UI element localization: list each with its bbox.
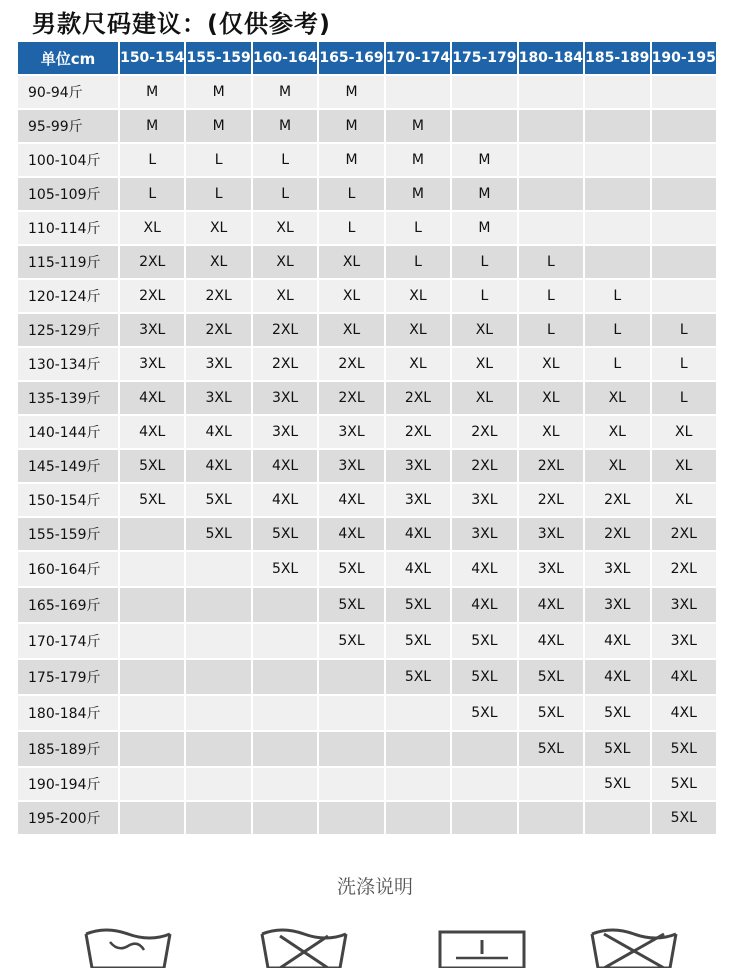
size-cell: 2XL bbox=[519, 450, 583, 482]
size-cell bbox=[585, 178, 649, 210]
size-cell bbox=[253, 768, 317, 800]
size-cell bbox=[253, 696, 317, 730]
size-cell bbox=[319, 696, 383, 730]
size-cell: 5XL bbox=[452, 696, 516, 730]
size-cell: 3XL bbox=[652, 624, 717, 658]
size-cell: 5XL bbox=[519, 696, 583, 730]
size-cell bbox=[186, 588, 250, 622]
size-cell: M bbox=[319, 76, 383, 108]
size-cell: XL bbox=[652, 450, 717, 482]
size-cell: 3XL bbox=[253, 382, 317, 414]
size-cell bbox=[585, 246, 649, 278]
size-cell bbox=[186, 696, 250, 730]
table-row bbox=[18, 76, 716, 108]
size-cell bbox=[186, 552, 250, 586]
size-cell: M bbox=[452, 178, 516, 210]
size-cell bbox=[319, 660, 383, 694]
size-cell: 4XL bbox=[452, 552, 516, 586]
size-cell: 2XL bbox=[386, 382, 450, 414]
size-cell: XL bbox=[652, 416, 717, 448]
size-cell bbox=[386, 802, 450, 834]
size-cell: 5XL bbox=[386, 660, 450, 694]
table-row bbox=[18, 588, 716, 622]
weight-cell: 95-99斤 bbox=[18, 110, 118, 142]
size-cell: XL bbox=[319, 246, 383, 278]
size-cell: 3XL bbox=[452, 484, 516, 516]
size-cell bbox=[120, 696, 184, 730]
size-cell: 5XL bbox=[585, 768, 649, 800]
size-cell: 4XL bbox=[319, 518, 383, 550]
size-cell bbox=[519, 768, 583, 800]
size-cell bbox=[519, 802, 583, 834]
size-cell: 5XL bbox=[652, 802, 717, 834]
hand-wash-icon bbox=[82, 928, 174, 968]
size-cell: 5XL bbox=[120, 484, 184, 516]
no-wash-icon bbox=[588, 928, 680, 968]
size-cell bbox=[652, 246, 717, 278]
table-row bbox=[18, 450, 716, 482]
size-cell: 3XL bbox=[519, 552, 583, 586]
size-cell: XL bbox=[386, 314, 450, 346]
size-cell: 5XL bbox=[186, 484, 250, 516]
size-cell bbox=[585, 144, 649, 176]
size-cell: M bbox=[120, 76, 184, 108]
size-cell bbox=[120, 588, 184, 622]
size-cell: L bbox=[519, 280, 583, 312]
size-cell bbox=[186, 768, 250, 800]
size-cell: 2XL bbox=[519, 484, 583, 516]
size-cell: 5XL bbox=[585, 696, 649, 730]
weight-cell: 190-194斤 bbox=[18, 768, 118, 800]
size-cell: 4XL bbox=[652, 660, 717, 694]
height-header: 155-159 bbox=[186, 42, 250, 74]
size-cell: 2XL bbox=[652, 552, 717, 586]
weight-cell: 90-94斤 bbox=[18, 76, 118, 108]
table-row bbox=[18, 552, 716, 586]
size-cell: XL bbox=[585, 450, 649, 482]
size-cell: 3XL bbox=[585, 588, 649, 622]
size-cell: XL bbox=[585, 382, 649, 414]
size-cell: L bbox=[253, 178, 317, 210]
weight-cell: 170-174斤 bbox=[18, 624, 118, 658]
size-cell bbox=[253, 802, 317, 834]
size-cell: 4XL bbox=[253, 484, 317, 516]
size-cell: M bbox=[253, 110, 317, 142]
size-cell: 5XL bbox=[319, 588, 383, 622]
size-cell: 4XL bbox=[186, 416, 250, 448]
size-cell: 3XL bbox=[319, 416, 383, 448]
size-cell: M bbox=[319, 144, 383, 176]
size-cell: 5XL bbox=[652, 768, 717, 800]
tumble-dry-icon bbox=[436, 928, 528, 968]
size-cell bbox=[120, 732, 184, 766]
size-cell: L bbox=[519, 246, 583, 278]
size-cell bbox=[186, 660, 250, 694]
height-header: 180-184 bbox=[519, 42, 583, 74]
weight-cell: 125-129斤 bbox=[18, 314, 118, 346]
height-header: 160-164 bbox=[253, 42, 317, 74]
size-cell bbox=[652, 280, 717, 312]
unit-header: 单位cm bbox=[18, 42, 118, 74]
size-cell: 5XL bbox=[253, 552, 317, 586]
size-cell: M bbox=[120, 110, 184, 142]
weight-cell: 160-164斤 bbox=[18, 552, 118, 586]
weight-cell: 135-139斤 bbox=[18, 382, 118, 414]
size-cell: 5XL bbox=[186, 518, 250, 550]
size-cell: 3XL bbox=[519, 518, 583, 550]
size-cell: L bbox=[519, 314, 583, 346]
table-row bbox=[18, 314, 716, 346]
weight-cell: 175-179斤 bbox=[18, 660, 118, 694]
size-cell bbox=[519, 110, 583, 142]
size-cell bbox=[585, 212, 649, 244]
size-cell: 2XL bbox=[120, 246, 184, 278]
size-cell: XL bbox=[253, 280, 317, 312]
size-cell: 4XL bbox=[519, 624, 583, 658]
height-header: 150-154 bbox=[120, 42, 184, 74]
size-cell: L bbox=[120, 178, 184, 210]
weight-cell: 105-109斤 bbox=[18, 178, 118, 210]
size-cell bbox=[186, 802, 250, 834]
size-cell: XL bbox=[120, 212, 184, 244]
size-cell: XL bbox=[519, 348, 583, 380]
table-row bbox=[18, 660, 716, 694]
table-row bbox=[18, 416, 716, 448]
size-cell: L bbox=[319, 212, 383, 244]
size-cell: 2XL bbox=[186, 280, 250, 312]
size-cell: L bbox=[186, 178, 250, 210]
size-cell: L bbox=[452, 246, 516, 278]
size-cell: 4XL bbox=[585, 660, 649, 694]
size-cell: 4XL bbox=[452, 588, 516, 622]
size-cell: M bbox=[386, 144, 450, 176]
size-cell: 3XL bbox=[452, 518, 516, 550]
size-cell: 5XL bbox=[386, 624, 450, 658]
size-cell bbox=[186, 624, 250, 658]
table-row bbox=[18, 484, 716, 516]
table-row bbox=[18, 144, 716, 176]
size-cell bbox=[652, 144, 717, 176]
size-cell: XL bbox=[386, 280, 450, 312]
size-cell bbox=[652, 178, 717, 210]
weight-cell: 150-154斤 bbox=[18, 484, 118, 516]
size-cell: 3XL bbox=[386, 484, 450, 516]
size-cell: M bbox=[386, 110, 450, 142]
size-cell: 2XL bbox=[585, 518, 649, 550]
size-cell bbox=[319, 802, 383, 834]
size-cell bbox=[386, 696, 450, 730]
weight-cell: 110-114斤 bbox=[18, 212, 118, 244]
table-row bbox=[18, 246, 716, 278]
size-cell: 5XL bbox=[386, 588, 450, 622]
size-cell bbox=[120, 552, 184, 586]
size-cell: 5XL bbox=[319, 552, 383, 586]
care-instructions-title: 洗涤说明 bbox=[336, 876, 413, 898]
size-cell: L bbox=[652, 348, 717, 380]
size-cell bbox=[386, 732, 450, 766]
weight-cell: 130-134斤 bbox=[18, 348, 118, 380]
weight-cell: 140-144斤 bbox=[18, 416, 118, 448]
size-cell: L bbox=[652, 382, 717, 414]
size-cell: L bbox=[120, 144, 184, 176]
height-header: 165-169 bbox=[319, 42, 383, 74]
size-cell: 3XL bbox=[120, 314, 184, 346]
size-cell: 5XL bbox=[519, 660, 583, 694]
size-cell bbox=[652, 110, 717, 142]
weight-cell: 145-149斤 bbox=[18, 450, 118, 482]
size-cell bbox=[253, 588, 317, 622]
size-cell: 4XL bbox=[253, 450, 317, 482]
size-cell: 5XL bbox=[452, 624, 516, 658]
size-cell: 4XL bbox=[519, 588, 583, 622]
size-cell: M bbox=[186, 110, 250, 142]
size-cell: L bbox=[386, 246, 450, 278]
size-cell: XL bbox=[186, 246, 250, 278]
size-cell: 2XL bbox=[186, 314, 250, 346]
size-cell bbox=[452, 768, 516, 800]
size-cell bbox=[186, 732, 250, 766]
size-cell: 4XL bbox=[585, 624, 649, 658]
table-row bbox=[18, 110, 716, 142]
size-cell: L bbox=[452, 280, 516, 312]
table-row bbox=[18, 768, 716, 800]
size-cell: L bbox=[186, 144, 250, 176]
table-header-row bbox=[18, 42, 716, 74]
weight-cell: 120-124斤 bbox=[18, 280, 118, 312]
size-cell: L bbox=[253, 144, 317, 176]
weight-cell: 185-189斤 bbox=[18, 732, 118, 766]
size-cell: M bbox=[452, 144, 516, 176]
size-cell: L bbox=[585, 314, 649, 346]
height-header: 185-189 bbox=[585, 42, 649, 74]
size-cell: M bbox=[319, 110, 383, 142]
size-cell bbox=[585, 110, 649, 142]
size-cell: 2XL bbox=[253, 348, 317, 380]
size-cell: 2XL bbox=[652, 518, 717, 550]
size-cell: 3XL bbox=[120, 348, 184, 380]
table-row bbox=[18, 178, 716, 210]
size-cell: L bbox=[585, 348, 649, 380]
page-title: 男款尺码建议：(仅供参考) bbox=[32, 10, 331, 38]
size-cell: 3XL bbox=[186, 348, 250, 380]
size-cell: 2XL bbox=[452, 416, 516, 448]
size-cell: 4XL bbox=[386, 552, 450, 586]
size-cell: 2XL bbox=[319, 348, 383, 380]
size-cell: 5XL bbox=[519, 732, 583, 766]
size-cell bbox=[319, 732, 383, 766]
size-cell: XL bbox=[585, 416, 649, 448]
size-chart-table bbox=[16, 40, 718, 836]
height-header: 170-174 bbox=[386, 42, 450, 74]
size-cell: 2XL bbox=[253, 314, 317, 346]
weight-cell: 165-169斤 bbox=[18, 588, 118, 622]
size-cell: M bbox=[186, 76, 250, 108]
size-cell: M bbox=[386, 178, 450, 210]
table-row bbox=[18, 696, 716, 730]
size-cell: XL bbox=[519, 416, 583, 448]
size-cell: M bbox=[452, 212, 516, 244]
size-cell: 5XL bbox=[652, 732, 717, 766]
size-cell: 4XL bbox=[186, 450, 250, 482]
size-cell bbox=[120, 518, 184, 550]
size-cell: 3XL bbox=[319, 450, 383, 482]
size-cell bbox=[585, 802, 649, 834]
size-cell bbox=[519, 76, 583, 108]
size-cell: 2XL bbox=[386, 416, 450, 448]
size-cell: XL bbox=[519, 382, 583, 414]
size-cell: 5XL bbox=[585, 732, 649, 766]
size-cell: 3XL bbox=[253, 416, 317, 448]
size-cell bbox=[253, 624, 317, 658]
size-cell: 2XL bbox=[452, 450, 516, 482]
size-cell: 2XL bbox=[319, 382, 383, 414]
size-cell: L bbox=[319, 178, 383, 210]
size-cell: XL bbox=[386, 348, 450, 380]
weight-cell: 155-159斤 bbox=[18, 518, 118, 550]
size-cell bbox=[452, 802, 516, 834]
size-cell: 3XL bbox=[386, 450, 450, 482]
table-row bbox=[18, 280, 716, 312]
size-cell: XL bbox=[253, 212, 317, 244]
size-cell: 3XL bbox=[585, 552, 649, 586]
size-cell: XL bbox=[452, 314, 516, 346]
table-row bbox=[18, 382, 716, 414]
weight-cell: 115-119斤 bbox=[18, 246, 118, 278]
size-cell bbox=[585, 76, 649, 108]
size-cell: XL bbox=[319, 314, 383, 346]
size-cell: 4XL bbox=[120, 382, 184, 414]
size-cell bbox=[120, 660, 184, 694]
size-cell: L bbox=[652, 314, 717, 346]
size-cell: L bbox=[386, 212, 450, 244]
size-cell bbox=[120, 624, 184, 658]
table-row bbox=[18, 348, 716, 380]
size-cell: 3XL bbox=[186, 382, 250, 414]
no-bleach-icon bbox=[258, 928, 350, 968]
size-cell: 4XL bbox=[652, 696, 717, 730]
size-cell: XL bbox=[186, 212, 250, 244]
size-cell: XL bbox=[452, 348, 516, 380]
size-cell bbox=[452, 110, 516, 142]
size-cell bbox=[120, 768, 184, 800]
size-cell bbox=[120, 802, 184, 834]
size-cell: 5XL bbox=[319, 624, 383, 658]
size-cell: 4XL bbox=[120, 416, 184, 448]
size-cell bbox=[386, 76, 450, 108]
size-cell: 5XL bbox=[120, 450, 184, 482]
size-cell: XL bbox=[652, 484, 717, 516]
size-cell: XL bbox=[452, 382, 516, 414]
table-row bbox=[18, 518, 716, 550]
size-cell: 2XL bbox=[120, 280, 184, 312]
size-cell: 4XL bbox=[319, 484, 383, 516]
size-cell: XL bbox=[253, 246, 317, 278]
size-cell: 5XL bbox=[452, 660, 516, 694]
size-cell bbox=[652, 76, 717, 108]
table-row bbox=[18, 624, 716, 658]
size-cell: M bbox=[253, 76, 317, 108]
size-cell bbox=[253, 732, 317, 766]
size-cell bbox=[452, 732, 516, 766]
size-cell: 3XL bbox=[652, 588, 717, 622]
size-cell bbox=[519, 212, 583, 244]
size-cell: L bbox=[585, 280, 649, 312]
size-cell bbox=[253, 660, 317, 694]
weight-cell: 100-104斤 bbox=[18, 144, 118, 176]
size-cell bbox=[386, 768, 450, 800]
size-cell bbox=[319, 768, 383, 800]
size-cell: XL bbox=[319, 280, 383, 312]
size-cell: 5XL bbox=[253, 518, 317, 550]
size-cell: 4XL bbox=[386, 518, 450, 550]
size-cell bbox=[519, 144, 583, 176]
table-row bbox=[18, 802, 716, 834]
weight-cell: 195-200斤 bbox=[18, 802, 118, 834]
table-row bbox=[18, 732, 716, 766]
size-cell bbox=[519, 178, 583, 210]
size-cell bbox=[452, 76, 516, 108]
size-cell: 2XL bbox=[585, 484, 649, 516]
size-cell bbox=[652, 212, 717, 244]
height-header: 190-195 bbox=[652, 42, 717, 74]
weight-cell: 180-184斤 bbox=[18, 696, 118, 730]
height-header: 175-179 bbox=[452, 42, 516, 74]
table-row bbox=[18, 212, 716, 244]
